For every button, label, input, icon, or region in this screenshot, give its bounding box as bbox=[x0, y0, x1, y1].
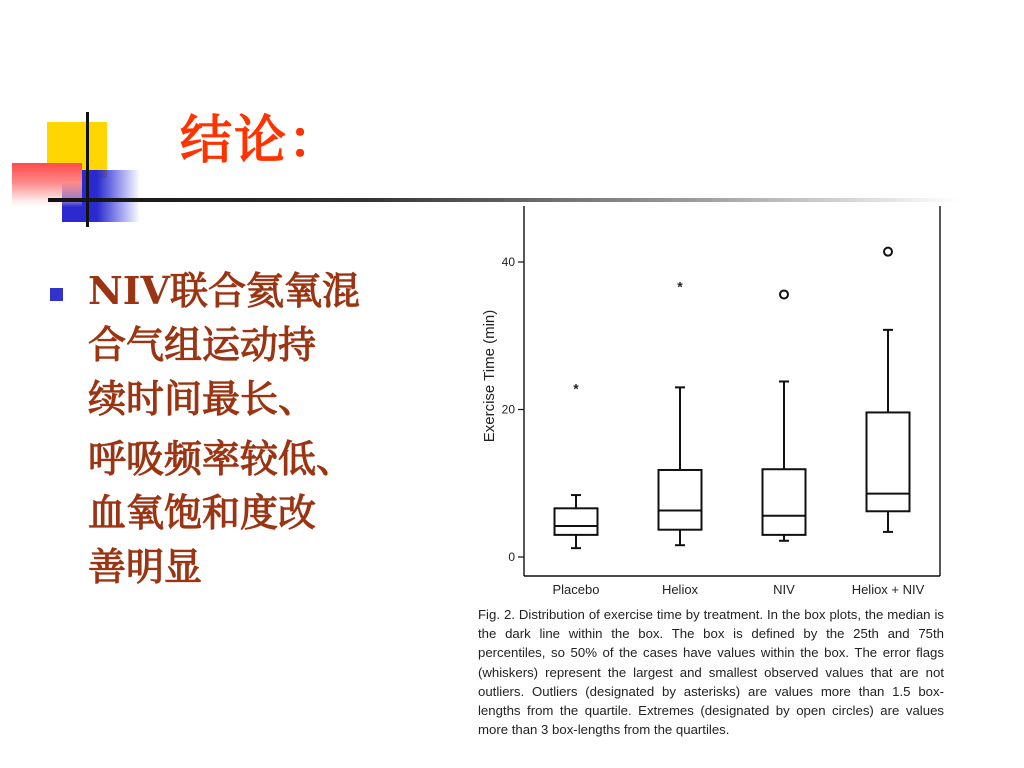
iqr-box bbox=[763, 469, 806, 535]
bullet-text-line: 续时间最长、 bbox=[88, 376, 317, 421]
bullet-text-line: 血氧饱和度改 bbox=[88, 490, 317, 535]
bullet-square-icon bbox=[50, 288, 63, 301]
iqr-box bbox=[555, 508, 598, 535]
y-tick-label: 40 bbox=[501, 255, 515, 269]
y-ticks bbox=[502, 255, 524, 564]
box-0 bbox=[555, 380, 598, 548]
iqr-box bbox=[659, 470, 702, 530]
extreme-circle bbox=[780, 290, 788, 298]
bullet-text-line: 呼吸频率较低、 bbox=[88, 436, 355, 481]
bullet-text-line: 合气组运动持 bbox=[88, 322, 317, 367]
y-axis-label: Exercise Time (min) bbox=[481, 309, 498, 443]
iqr-box bbox=[867, 412, 910, 511]
figure bbox=[476, 204, 948, 764]
y-tick-label: 20 bbox=[501, 402, 515, 417]
x-tick-label: Heliox bbox=[661, 582, 699, 597]
bullet-text-line: NIV联合氦氧混 bbox=[88, 268, 360, 313]
slide-title: 结论： bbox=[180, 111, 343, 171]
x-tick-label: Placebo bbox=[552, 582, 600, 597]
outlier-asterisk: * bbox=[573, 380, 579, 397]
bullet-text-line: 善明显 bbox=[88, 544, 203, 589]
title-divider bbox=[48, 198, 960, 202]
box-2 bbox=[763, 290, 806, 540]
x-tick-labels bbox=[553, 582, 925, 597]
bullet-item bbox=[46, 264, 416, 594]
bullet-list bbox=[46, 264, 416, 594]
figure-caption: Fig. 2. Distribution of exercise time by treatment. In the box plots, the median is the dark line within the box. The box is defined by the 25th and 75th percentiles, so 50% of the cases have values within the box. The error flags (whiskers) represent the largest and smallest observed values that are not outliers. Outliers (designated by asterisks) are values more than 1.5 box-lengths from the quartile. Extremes (designated by open circles) are values more than 3 box-lengths from the quartiles. bbox=[478, 607, 944, 738]
x-tick-label: Heliox + NIV bbox=[851, 582, 925, 597]
boxes bbox=[555, 248, 910, 548]
outlier-asterisk: * bbox=[677, 278, 683, 295]
extreme-circle bbox=[884, 248, 892, 256]
box-3 bbox=[867, 248, 910, 532]
decor-vertical-line bbox=[86, 112, 89, 227]
boxplot-chart bbox=[476, 204, 948, 604]
box-1 bbox=[659, 279, 702, 546]
y-tick-label: 0 bbox=[508, 550, 515, 564]
x-tick-label: NIV bbox=[773, 582, 795, 597]
